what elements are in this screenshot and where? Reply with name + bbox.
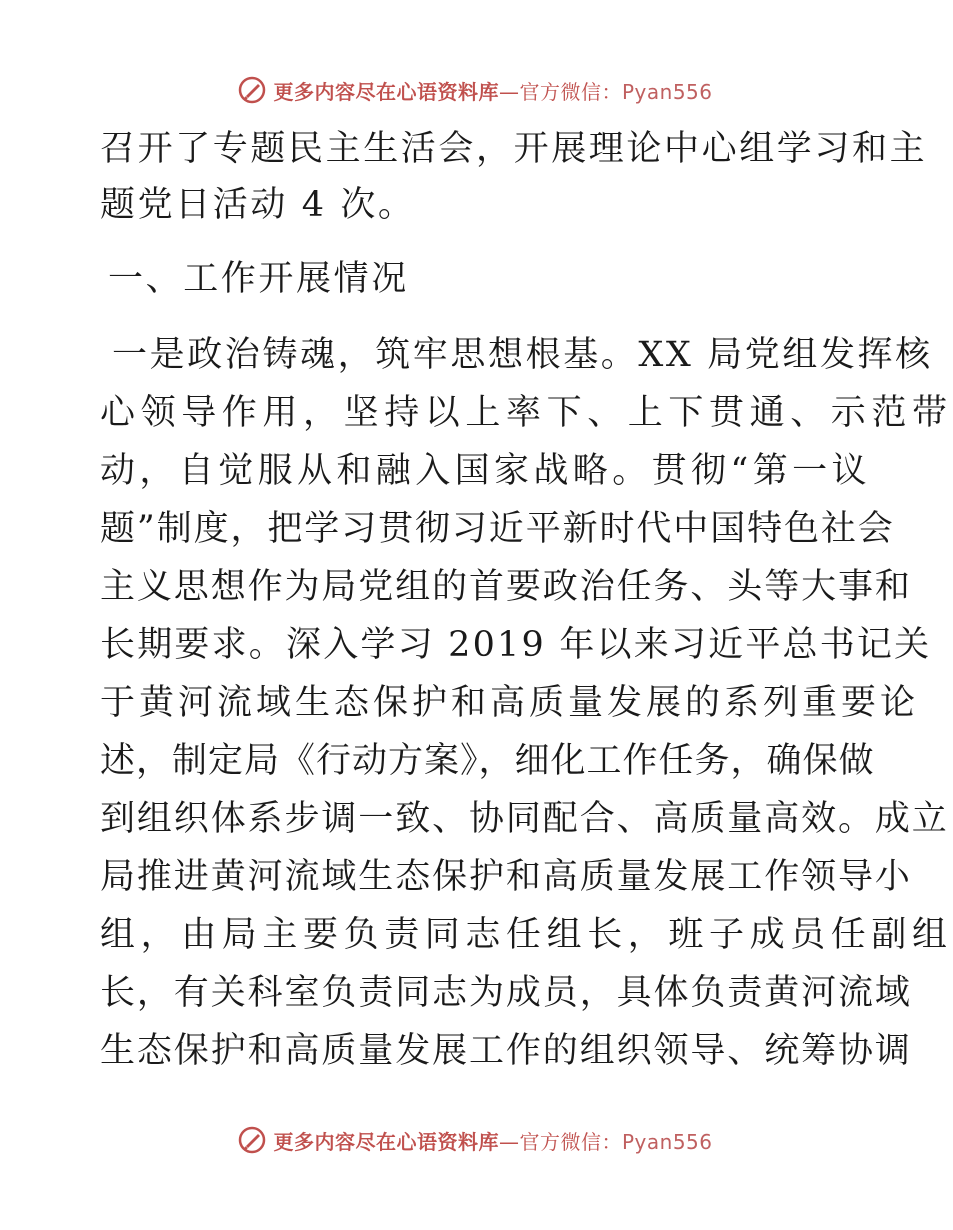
watermark-text — [273, 76, 712, 105]
watermark-wechat-label: 官方微信： — [519, 79, 622, 104]
watermark-name: 更多内容尽在心语资料库 — [273, 79, 499, 104]
quill-logo-icon — [237, 1125, 267, 1155]
watermark-wechat-id: Pyan556 — [621, 79, 713, 104]
paragraph-line: 局推进黄河流域生态保护和高质量发展工作领导小 — [100, 857, 912, 897]
paragraph-line: 召开了专题民主生活会，开展理论中心组学习和主 — [100, 129, 928, 169]
watermark-separator: — — [498, 1129, 520, 1154]
paragraph-line: 于黄河流域生态保护和高质量发展的系列重要论 — [100, 683, 920, 723]
footer-watermark — [0, 1120, 950, 1160]
section-heading: 一、工作开展情况 — [108, 259, 409, 299]
paragraph-line: 组，由局主要负责同志任组长，班子成员任副组 — [100, 915, 953, 955]
watermark-name: 更多内容尽在心语资料库 — [273, 1129, 499, 1154]
paragraph-line: 题党日活动 4 次。 — [100, 185, 416, 225]
paragraph-line: 长，有关科室负责同志为成员，具体负责黄河流域 — [100, 973, 912, 1013]
watermark-wechat-id: Pyan556 — [621, 1129, 713, 1154]
paragraph-line: 长期要求。深入学习 2019 年以来习近平总书记关 — [100, 625, 932, 665]
quill-logo-icon — [237, 75, 267, 105]
paragraph-line: 一是政治铸魂，筑牢思想根基。XX 局党组发挥核 — [112, 335, 933, 375]
watermark-separator: — — [498, 79, 520, 104]
watermark-wechat-label: 官方微信： — [519, 1129, 622, 1154]
paragraph-line: 述，制定局《行动方案》，细化工作任务，确保做 — [100, 741, 875, 781]
paragraph-line: 主义思想作为局党组的首要政治任务、头等大事和 — [100, 567, 912, 607]
paragraph-line: 题”制度，把学习贯彻习近平新时代中国特色社会 — [100, 509, 895, 549]
header-watermark — [0, 70, 950, 110]
paragraph-line: 动，自觉服从和融入国家战略。贯彻“第一议 — [100, 451, 871, 491]
paragraph-line: 到组织体系步调一致、协同配合、高质量高效。成立 — [100, 799, 949, 839]
watermark-text — [273, 1126, 712, 1155]
paragraph-line: 心领导作用，坚持以上率下、上下贯通、示范带 — [100, 393, 953, 433]
paragraph-line: 生态保护和高质量发展工作的组织领导、统筹协调 — [100, 1031, 912, 1071]
